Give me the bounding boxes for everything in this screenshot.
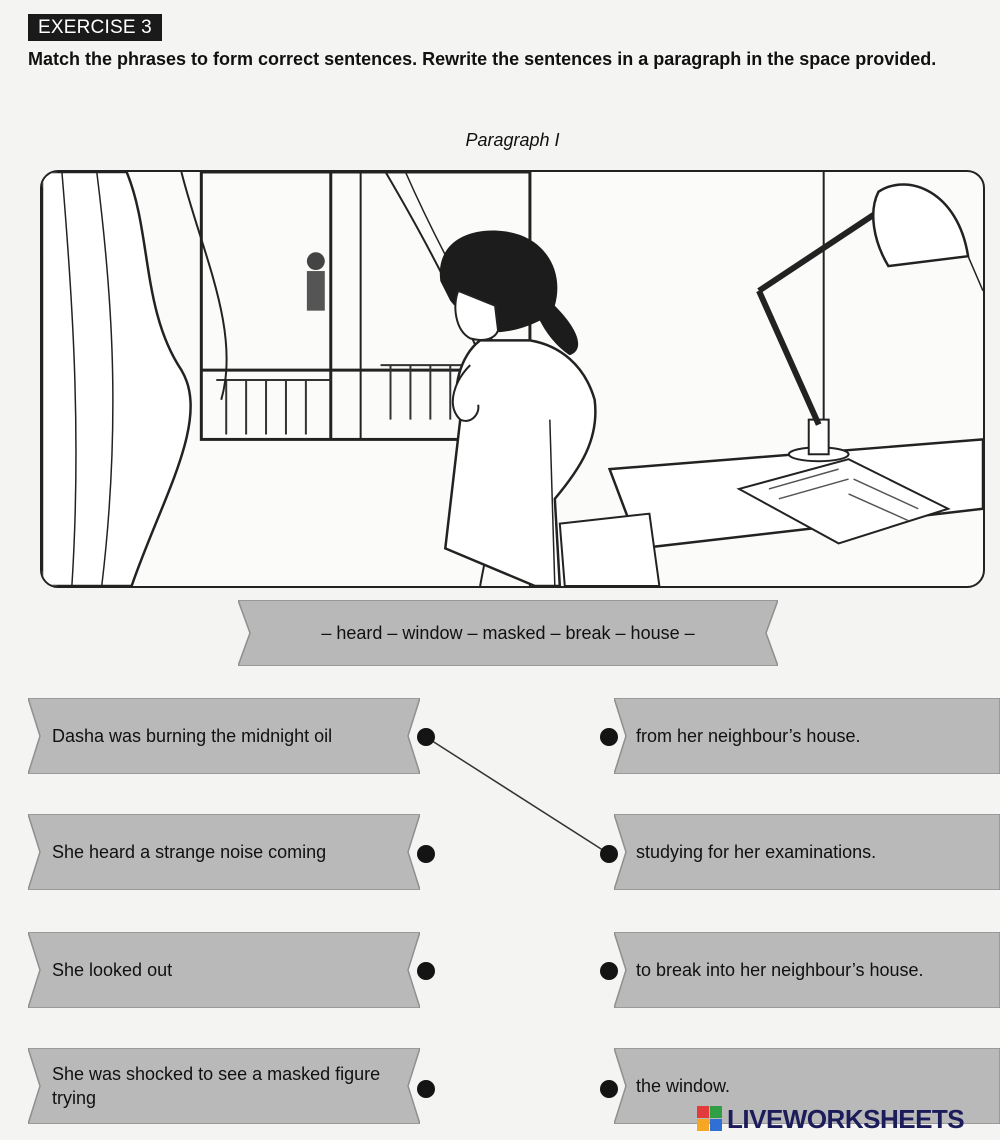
left-match-dot-3[interactable] bbox=[417, 962, 435, 980]
left-phrase-text: She looked out bbox=[52, 960, 173, 980]
illustration-girl-at-window bbox=[40, 170, 985, 588]
watermark-text: LIVEWORKSHEETS bbox=[727, 1103, 965, 1134]
right-phrase-3 bbox=[614, 932, 1000, 1008]
word-bank-text: – heard – window – masked – break – house – bbox=[321, 622, 695, 643]
match-line-1 bbox=[426, 737, 609, 854]
left-match-dot-4[interactable] bbox=[417, 1080, 435, 1098]
right-phrase-2 bbox=[614, 814, 1000, 890]
paragraph-label: Paragraph I bbox=[465, 130, 560, 150]
liveworksheets-watermark bbox=[697, 1103, 964, 1135]
left-phrase-text: She heard a strange noise coming bbox=[52, 842, 327, 862]
right-phrase-text: to break into her neighbour’s house. bbox=[636, 960, 924, 980]
left-match-dot-1[interactable] bbox=[417, 728, 435, 746]
right-phrase-1 bbox=[614, 698, 1000, 774]
exercise-label: EXERCISE 3 bbox=[28, 14, 162, 41]
left-match-dot-2[interactable] bbox=[417, 845, 435, 863]
right-match-dot-1[interactable] bbox=[600, 728, 618, 746]
left-phrase-4 bbox=[28, 1048, 420, 1124]
right-phrase-text: from her neighbour’s house. bbox=[636, 726, 861, 746]
right-phrase-text: the window. bbox=[636, 1076, 731, 1096]
left-phrase-text: Dasha was burning the midnight oil bbox=[52, 726, 333, 746]
right-match-dot-4[interactable] bbox=[600, 1080, 618, 1098]
left-phrase-1 bbox=[28, 698, 420, 774]
right-match-dot-3[interactable] bbox=[600, 962, 618, 980]
instructions: Match the phrases to form correct sentences. Rewrite the sentences in a paragraph in the space provided. bbox=[28, 49, 937, 69]
scene-drawing bbox=[42, 172, 983, 586]
left-phrase-3 bbox=[28, 932, 420, 1008]
left-phrase-text: She was shocked to see a masked figure trying bbox=[52, 1064, 381, 1108]
liveworksheets-logo-icon bbox=[697, 1106, 723, 1132]
left-phrase-2 bbox=[28, 814, 420, 890]
right-match-dot-2[interactable] bbox=[600, 845, 618, 863]
word-bank bbox=[238, 600, 778, 666]
right-phrase-text: studying for her examinations. bbox=[636, 842, 877, 862]
